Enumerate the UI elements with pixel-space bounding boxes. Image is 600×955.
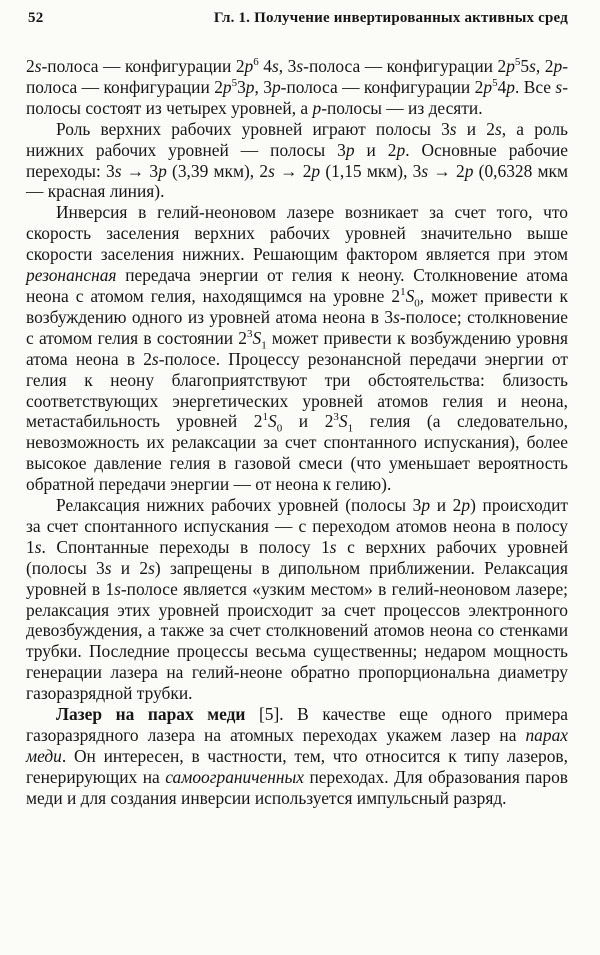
text-run: s xyxy=(114,160,122,181)
text-run: 0 xyxy=(414,297,420,310)
text-run: s xyxy=(34,56,42,76)
text-run: s xyxy=(114,578,121,599)
text-run: 1 xyxy=(261,339,267,352)
text-run: . Основные рабочие переходы: 3 xyxy=(26,139,568,181)
text-run: и 2 xyxy=(111,557,149,578)
paragraph xyxy=(26,704,568,809)
text-run: p xyxy=(271,76,281,97)
body-text xyxy=(26,56,568,809)
text-run: . Он интересен, в частности, тем, что относится к типу лазеров, генерирующих на xyxy=(26,745,568,787)
text-run: p xyxy=(506,76,515,97)
text-run: -полоса — конфигурации 2 xyxy=(303,56,507,76)
text-run: s xyxy=(494,118,502,139)
text-run: , 3 xyxy=(278,56,297,76)
text-run: , может привести к возбуждению одного из уровней атома неона в 3 xyxy=(26,285,568,327)
text-run: s xyxy=(148,557,155,578)
text-run: p xyxy=(311,160,321,181)
text-run: p xyxy=(506,56,515,76)
text-run: 5 xyxy=(231,77,238,90)
paragraph xyxy=(26,56,568,119)
text-run: ) происходит за счет спонтанного испускания — с переходом атомов неона в полосу 1 xyxy=(26,495,568,557)
paragraph xyxy=(26,202,568,495)
paragraph xyxy=(26,495,568,704)
text-run: Инверсия в гелий-неоновом лазере возникает за счет того, что скорость заселения верхних рабочих уровней значительно выше скорости заселения нижних. Решающим фактором является при этом xyxy=(26,202,568,265)
text-run: самоограниченных xyxy=(165,766,304,787)
text-run: -полосе. Процессу резонансной передачи энергии от гелия к неону благоприятствуют три обстоятельства: близость соответствующих энергетических уровней атомов гелия и неона, метастабильность уровней 2 xyxy=(26,348,569,432)
text-run: (3,39 мкм), 2 xyxy=(166,160,269,181)
text-run: 3 xyxy=(247,327,253,340)
text-run: 1 xyxy=(347,422,354,435)
text-run: [5]. В качестве еще одного примера газоразрядного лазера на атомных переходах укажем лазер на xyxy=(26,704,568,745)
text-run: s xyxy=(296,56,304,76)
text-run: и 2 xyxy=(430,495,462,516)
text-run: s xyxy=(529,56,536,76)
text-run: 2 xyxy=(26,56,35,76)
text-run: 6 xyxy=(253,56,259,69)
text-run: p xyxy=(244,56,254,76)
text-run: 5 xyxy=(514,56,521,69)
text-run: , а роль нижних рабочих уровней — полосы 3 xyxy=(26,118,568,160)
text-run: s xyxy=(151,348,159,369)
text-run: 5 xyxy=(520,56,530,76)
text-run: S xyxy=(252,327,262,348)
text-run: 1 xyxy=(400,286,406,299)
text-run: -полосы — из десяти. xyxy=(321,97,483,118)
text-run: p xyxy=(553,56,563,76)
text-run: p xyxy=(483,76,493,97)
text-run: парах меди xyxy=(26,725,568,766)
text-run: p xyxy=(345,139,355,160)
text-run: ) запрещены в дипольном приближении. Релаксация уровней в 1 xyxy=(26,557,568,599)
text-run: s xyxy=(329,536,337,557)
text-run: Лазер на парах меди xyxy=(56,704,246,725)
text-run: S xyxy=(405,285,415,306)
text-run: -полоса — конфигурации 2 xyxy=(41,56,245,76)
text-run: может привести к возбуждению уровня атома неона в 2 xyxy=(26,327,568,369)
text-run: передача энергии от гелия к неону. Столкновение атома неона с атомом гелия, находящимся на уровне 2 xyxy=(26,265,568,306)
text-run: 4 xyxy=(258,56,272,76)
text-run: 1 xyxy=(262,411,268,424)
text-run: и 2 xyxy=(456,118,495,139)
text-run: , 3 xyxy=(254,76,272,97)
text-run: , 2 xyxy=(535,56,554,76)
text-run: s xyxy=(268,160,275,181)
text-run: -полоса — конфигурации 2 xyxy=(280,76,484,97)
text-run: 5 xyxy=(492,77,498,90)
text-run: p xyxy=(222,76,232,97)
text-run: с верхних рабочих уровней (полосы 3 xyxy=(26,536,568,578)
running-title: Гл. 1. Получение инвертированных активных сред xyxy=(213,10,568,26)
text-run: резонансная xyxy=(26,265,117,286)
text-run: → 2 xyxy=(274,160,312,181)
text-run: 3 xyxy=(333,411,339,424)
text-run: p xyxy=(396,139,406,160)
text-run: s xyxy=(393,306,400,327)
text-run: (1,15 мкм), 3 xyxy=(320,160,422,181)
text-run: p xyxy=(158,160,167,181)
text-run: → 3 xyxy=(121,160,159,181)
text-run: -полоса — конфигурации 2 xyxy=(26,56,568,97)
text-run: S xyxy=(267,411,277,432)
text-run: 0 xyxy=(276,422,283,435)
text-run: 3 xyxy=(237,76,246,97)
text-run: -полосе является «узким местом» в гелий-неоновом лазере; релаксация этих уровней происходит за счет процессов электронного девозбуждения, а также за счет столкновений атомов неона со стенками трубки. Последние процессы весьма существенны; недаром мощность генерации лазера на гелий-неоне обратно пропорциональна диаметру газоразрядной трубки. xyxy=(26,578,568,704)
text-run: -полосе; столкновение с атомом гелия в состоянии 2 xyxy=(26,306,569,348)
text-run: p xyxy=(464,160,474,181)
text-run: p xyxy=(245,76,255,97)
text-run: s xyxy=(272,56,279,76)
text-run: (0,6328 мкм — красная линия). xyxy=(26,160,568,202)
text-run: s xyxy=(449,118,457,139)
text-run: . Все xyxy=(514,76,556,97)
text-run: Роль верхних рабочих уровней играют полосы 3 xyxy=(56,118,450,139)
text-run: → 2 xyxy=(428,160,465,181)
page-number: 52 xyxy=(28,10,44,26)
text-run: s xyxy=(421,160,429,181)
text-run: -полосы состоят из четырех уровней, а xyxy=(26,76,568,118)
text-run: s xyxy=(34,536,42,557)
paragraph xyxy=(26,119,568,203)
text-run: p xyxy=(421,495,431,516)
text-run: p xyxy=(461,495,471,516)
text-run: p xyxy=(312,97,322,118)
text-run: Релаксация нижних рабочих уровней (полосы 3 xyxy=(56,495,422,516)
text-run: . Спонтанные переходы в полосу 1 xyxy=(41,536,330,557)
text-run: и 2 xyxy=(282,411,334,432)
text-run: s xyxy=(555,76,563,97)
text-run: s xyxy=(104,557,112,578)
text-run: S xyxy=(338,411,348,432)
text-run: переходах. Для образования паров меди и для создания инверсии используется импульсный разряд. xyxy=(26,766,568,808)
text-run: и 2 xyxy=(354,139,397,160)
text-run: 4 xyxy=(497,76,507,97)
text-run: гелия (а следовательно, невозможность их релаксации за счет спонтанного испускания), более высокое давление гелия в газовой смеси (что уменьшает вероятность обратной передачи энергии — от неона к гелию). xyxy=(26,411,568,495)
